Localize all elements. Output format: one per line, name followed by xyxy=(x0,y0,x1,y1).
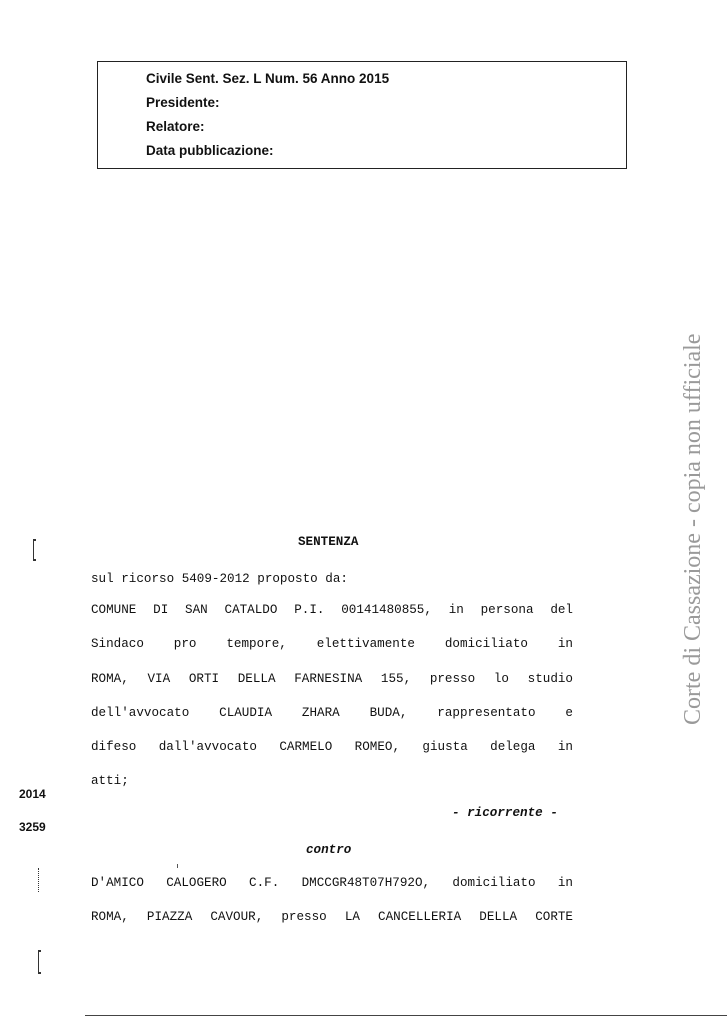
body-text-line: dell'avvocato CLAUDIA ZHARA BUDA, rappresentato e xyxy=(91,706,573,720)
header-relatore: Relatore: xyxy=(146,119,205,134)
margin-bracket xyxy=(33,539,34,561)
margin-bracket-tick xyxy=(38,950,41,952)
body-text-line: difeso dall'avvocato CARMELO ROMEO, giusta delega in xyxy=(91,740,573,754)
document-header-box xyxy=(97,61,627,169)
body-text-line: atti; xyxy=(91,774,129,788)
margin-bracket xyxy=(38,950,39,974)
document-title: SENTENZA xyxy=(298,535,359,549)
header-case-reference: Civile Sent. Sez. L Num. 56 Anno 2015 xyxy=(146,71,390,86)
header-presidente: Presidente: xyxy=(146,95,220,110)
margin-bracket-tick xyxy=(33,559,36,561)
intro-line: sul ricorso 5409-2012 proposto da: xyxy=(91,572,348,586)
body-text-line: COMUNE DI SAN CATALDO P.I. 00141480855, in persona del xyxy=(91,603,573,617)
header-data-pubblicazione: Data pubblicazione: xyxy=(146,143,274,158)
bottom-rule xyxy=(85,1015,727,1016)
contro-label: contro xyxy=(306,843,352,857)
margin-bracket xyxy=(38,868,39,892)
margin-year: 2014 xyxy=(19,787,46,801)
margin-bracket-tick xyxy=(38,972,41,974)
party-role: - ricorrente - xyxy=(452,806,558,820)
margin-bracket-tick xyxy=(33,539,36,541)
scan-speck xyxy=(177,864,178,868)
body-text-line: D'AMICO CALOGERO C.F. DMCCGR48T07H792O, domiciliato in xyxy=(91,876,573,890)
body-text-line: ROMA, PIAZZA CAVOUR, presso LA CANCELLERIA DELLA CORTE xyxy=(91,910,573,924)
margin-number: 3259 xyxy=(19,820,46,834)
watermark: Corte di Cassazione - copia non ufficiale xyxy=(680,333,706,725)
body-text-line: ROMA, VIA ORTI DELLA FARNESINA 155, presso lo studio xyxy=(91,672,573,686)
body-text-line: Sindaco pro tempore, elettivamente domiciliato in xyxy=(91,637,573,651)
